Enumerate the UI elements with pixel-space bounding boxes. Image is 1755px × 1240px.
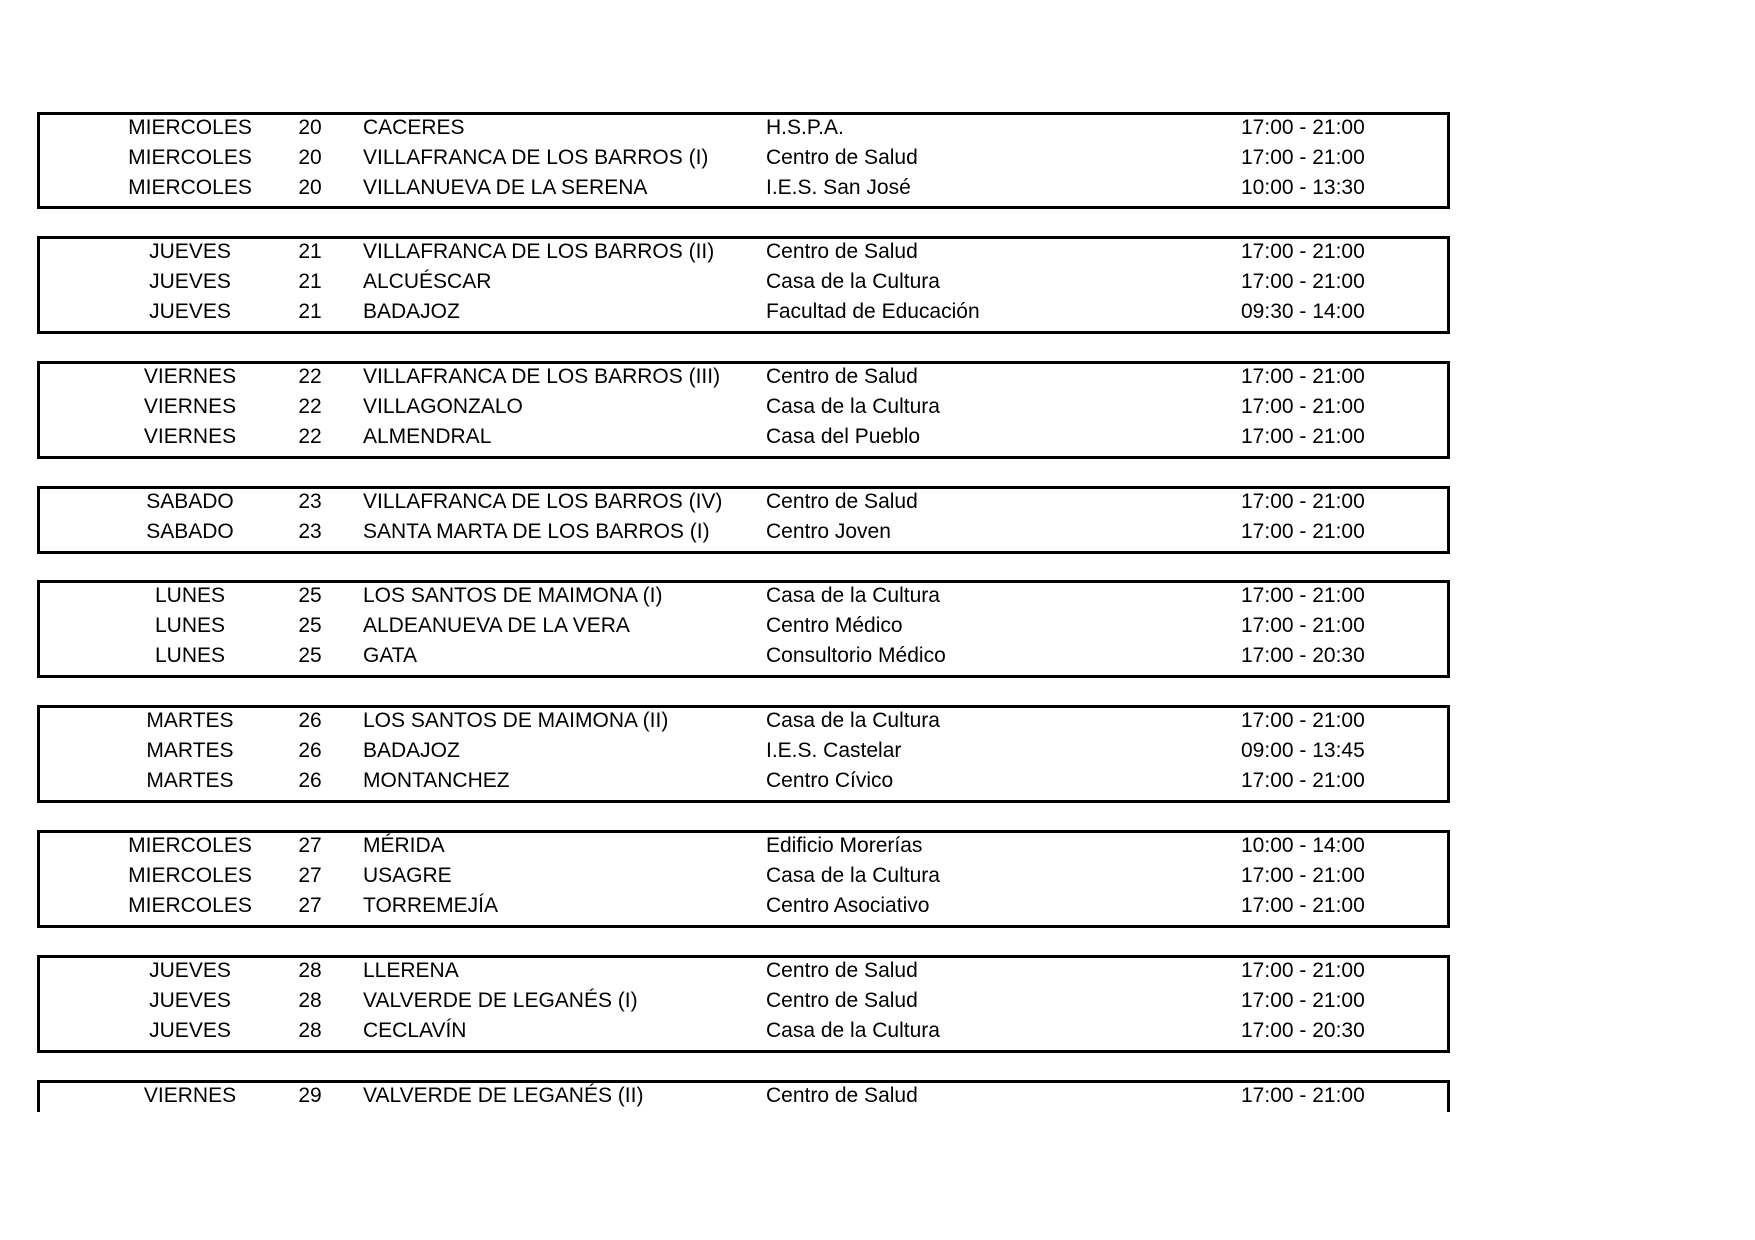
schedule-row [40, 392, 1447, 422]
place-cell: Centro de Salud [766, 989, 918, 1012]
town-cell: ALMENDRAL [363, 425, 492, 448]
town-cell: VILLAGONZALO [363, 395, 523, 418]
place-cell: Centro de Salud [766, 146, 918, 169]
place-cell: Casa de la Cultura [766, 270, 940, 293]
town-cell: LOS SANTOS DE MAIMONA (II) [363, 709, 669, 732]
date-cell: 20 [298, 146, 322, 169]
schedule-row [40, 706, 1447, 736]
time-cell: 17:00 - 21:00 [1241, 520, 1365, 543]
day-cell: JUEVES [149, 240, 231, 263]
place-cell: Centro Joven [766, 520, 891, 543]
schedule-row [40, 736, 1447, 766]
place-cell: Casa de la Cultura [766, 1019, 940, 1042]
place-cell: Casa de la Cultura [766, 709, 940, 732]
day-cell: JUEVES [149, 300, 231, 323]
schedule-group [37, 955, 1450, 1053]
date-cell: 25 [298, 644, 322, 667]
schedule-group [37, 361, 1450, 459]
schedule-row [40, 113, 1447, 143]
place-cell: Centro de Salud [766, 240, 918, 263]
day-cell: VIERNES [143, 395, 237, 418]
time-cell: 17:00 - 21:00 [1241, 270, 1365, 293]
time-cell: 17:00 - 21:00 [1241, 769, 1365, 792]
date-cell: 27 [298, 834, 322, 857]
schedule-row [40, 956, 1447, 986]
date-cell: 22 [298, 365, 322, 388]
town-cell: ALCUÉSCAR [363, 270, 492, 293]
schedule-row [40, 143, 1447, 173]
place-cell: I.E.S. San José [766, 176, 911, 199]
date-cell: 27 [298, 894, 322, 917]
schedule-row [40, 422, 1447, 452]
date-cell: 28 [298, 1019, 322, 1042]
schedule-row [40, 611, 1447, 641]
town-cell: VILLAFRANCA DE LOS BARROS (III) [363, 365, 721, 388]
date-cell: 26 [298, 709, 322, 732]
schedule-group [37, 486, 1450, 554]
town-cell: LLERENA [363, 959, 459, 982]
schedule-group [37, 112, 1450, 209]
day-cell: JUEVES [149, 270, 231, 293]
town-cell: ALDEANUEVA DE LA VERA [363, 614, 630, 637]
place-cell: Facultad de Educación [766, 300, 980, 323]
schedule-row [40, 362, 1447, 392]
town-cell: VALVERDE DE LEGANÉS (I) [363, 989, 638, 1012]
schedule-group [37, 705, 1450, 803]
town-cell: MÉRIDA [363, 834, 445, 857]
place-cell: Casa de la Cultura [766, 584, 940, 607]
schedule-row [40, 487, 1447, 517]
town-cell: VILLAFRANCA DE LOS BARROS (IV) [363, 490, 723, 513]
town-cell: MONTANCHEZ [363, 769, 510, 792]
time-cell: 17:00 - 21:00 [1241, 989, 1365, 1012]
date-cell: 28 [298, 989, 322, 1012]
date-cell: 29 [298, 1084, 322, 1107]
schedule-row [40, 517, 1447, 547]
schedule-row [40, 641, 1447, 671]
day-cell: SABADO [146, 490, 234, 513]
date-cell: 21 [298, 240, 322, 263]
place-cell: Edificio Morerías [766, 834, 923, 857]
town-cell: GATA [363, 644, 418, 667]
date-cell: 23 [298, 490, 322, 513]
place-cell: Centro de Salud [766, 490, 918, 513]
time-cell: 17:00 - 21:00 [1241, 584, 1365, 607]
time-cell: 17:00 - 21:00 [1241, 395, 1365, 418]
place-cell: Centro Asociativo [766, 894, 930, 917]
day-cell: MARTES [146, 739, 234, 762]
time-cell: 17:00 - 21:00 [1241, 425, 1365, 448]
day-cell: JUEVES [149, 989, 231, 1012]
time-cell: 17:00 - 21:00 [1241, 240, 1365, 263]
date-cell: 20 [298, 116, 322, 139]
time-cell: 10:00 - 13:30 [1241, 176, 1365, 199]
schedule-row [40, 891, 1447, 921]
date-cell: 22 [298, 395, 322, 418]
town-cell: USAGRE [363, 864, 452, 887]
date-cell: 26 [298, 769, 322, 792]
day-cell: MIERCOLES [128, 176, 252, 199]
place-cell: I.E.S. Castelar [766, 739, 902, 762]
schedule-row [40, 831, 1447, 861]
date-cell: 21 [298, 300, 322, 323]
town-cell: BADAJOZ [363, 739, 460, 762]
time-cell: 17:00 - 21:00 [1241, 959, 1365, 982]
schedule-row [40, 267, 1447, 297]
town-cell: LOS SANTOS DE MAIMONA (I) [363, 584, 663, 607]
schedule-group [37, 830, 1450, 928]
day-cell: MARTES [146, 769, 234, 792]
place-cell: Casa de la Cultura [766, 864, 940, 887]
time-cell: 17:00 - 21:00 [1241, 116, 1365, 139]
day-cell: MIERCOLES [128, 834, 252, 857]
place-cell: H.S.P.A. [766, 116, 844, 139]
place-cell: Centro de Salud [766, 1084, 918, 1107]
date-cell: 25 [298, 614, 322, 637]
place-cell: Centro Cívico [766, 769, 894, 792]
schedule-row [40, 986, 1447, 1016]
time-cell: 17:00 - 21:00 [1241, 490, 1365, 513]
day-cell: VIERNES [143, 1084, 237, 1107]
date-cell: 21 [298, 270, 322, 293]
schedule-row [40, 1081, 1447, 1111]
schedule-group [37, 1080, 1450, 1112]
time-cell: 17:00 - 21:00 [1241, 864, 1365, 887]
day-cell: JUEVES [149, 959, 231, 982]
time-cell: 17:00 - 21:00 [1241, 1084, 1365, 1107]
schedule-row [40, 173, 1447, 203]
day-cell: LUNES [154, 644, 226, 667]
town-cell: CACERES [363, 116, 465, 139]
place-cell: Consultorio Médico [766, 644, 946, 667]
place-cell: Centro de Salud [766, 959, 918, 982]
date-cell: 20 [298, 176, 322, 199]
place-cell: Casa de la Cultura [766, 395, 940, 418]
time-cell: 17:00 - 21:00 [1241, 614, 1365, 637]
day-cell: SABADO [146, 520, 234, 543]
town-cell: VILLAFRANCA DE LOS BARROS (I) [363, 146, 709, 169]
place-cell: Centro Médico [766, 614, 903, 637]
place-cell: Casa del Pueblo [766, 425, 921, 448]
town-cell: CECLAVÍN [363, 1019, 467, 1042]
schedule-row [40, 766, 1447, 796]
town-cell: VILLANUEVA DE LA SERENA [363, 176, 648, 199]
town-cell: VILLAFRANCA DE LOS BARROS (II) [363, 240, 715, 263]
schedule-row [40, 581, 1447, 611]
date-cell: 28 [298, 959, 322, 982]
date-cell: 23 [298, 520, 322, 543]
date-cell: 22 [298, 425, 322, 448]
day-cell: MARTES [146, 709, 234, 732]
day-cell: MIERCOLES [128, 116, 252, 139]
time-cell: 09:00 - 13:45 [1241, 739, 1365, 762]
day-cell: JUEVES [149, 1019, 231, 1042]
schedule-row [40, 297, 1447, 327]
time-cell: 10:00 - 14:00 [1241, 834, 1365, 857]
date-cell: 27 [298, 864, 322, 887]
time-cell: 17:00 - 20:30 [1241, 1019, 1365, 1042]
time-cell: 17:00 - 21:00 [1241, 709, 1365, 732]
day-cell: MIERCOLES [128, 864, 252, 887]
day-cell: MIERCOLES [128, 146, 252, 169]
schedule-row [40, 237, 1447, 267]
date-cell: 26 [298, 739, 322, 762]
time-cell: 09:30 - 14:00 [1241, 300, 1365, 323]
town-cell: SANTA MARTA DE LOS BARROS (I) [363, 520, 710, 543]
day-cell: MIERCOLES [128, 894, 252, 917]
schedule-row [40, 1016, 1447, 1046]
time-cell: 17:00 - 20:30 [1241, 644, 1365, 667]
time-cell: 17:00 - 21:00 [1241, 365, 1365, 388]
town-cell: TORREMEJÍA [363, 894, 498, 917]
town-cell: VALVERDE DE LEGANÉS (II) [363, 1084, 644, 1107]
day-cell: LUNES [154, 614, 226, 637]
schedule-row [40, 861, 1447, 891]
date-cell: 25 [298, 584, 322, 607]
place-cell: Centro de Salud [766, 365, 918, 388]
time-cell: 17:00 - 21:00 [1241, 894, 1365, 917]
day-cell: LUNES [154, 584, 226, 607]
schedule-group [37, 580, 1450, 678]
day-cell: VIERNES [143, 425, 237, 448]
town-cell: BADAJOZ [363, 300, 460, 323]
schedule-group [37, 236, 1450, 334]
time-cell: 17:00 - 21:00 [1241, 146, 1365, 169]
day-cell: VIERNES [143, 365, 237, 388]
